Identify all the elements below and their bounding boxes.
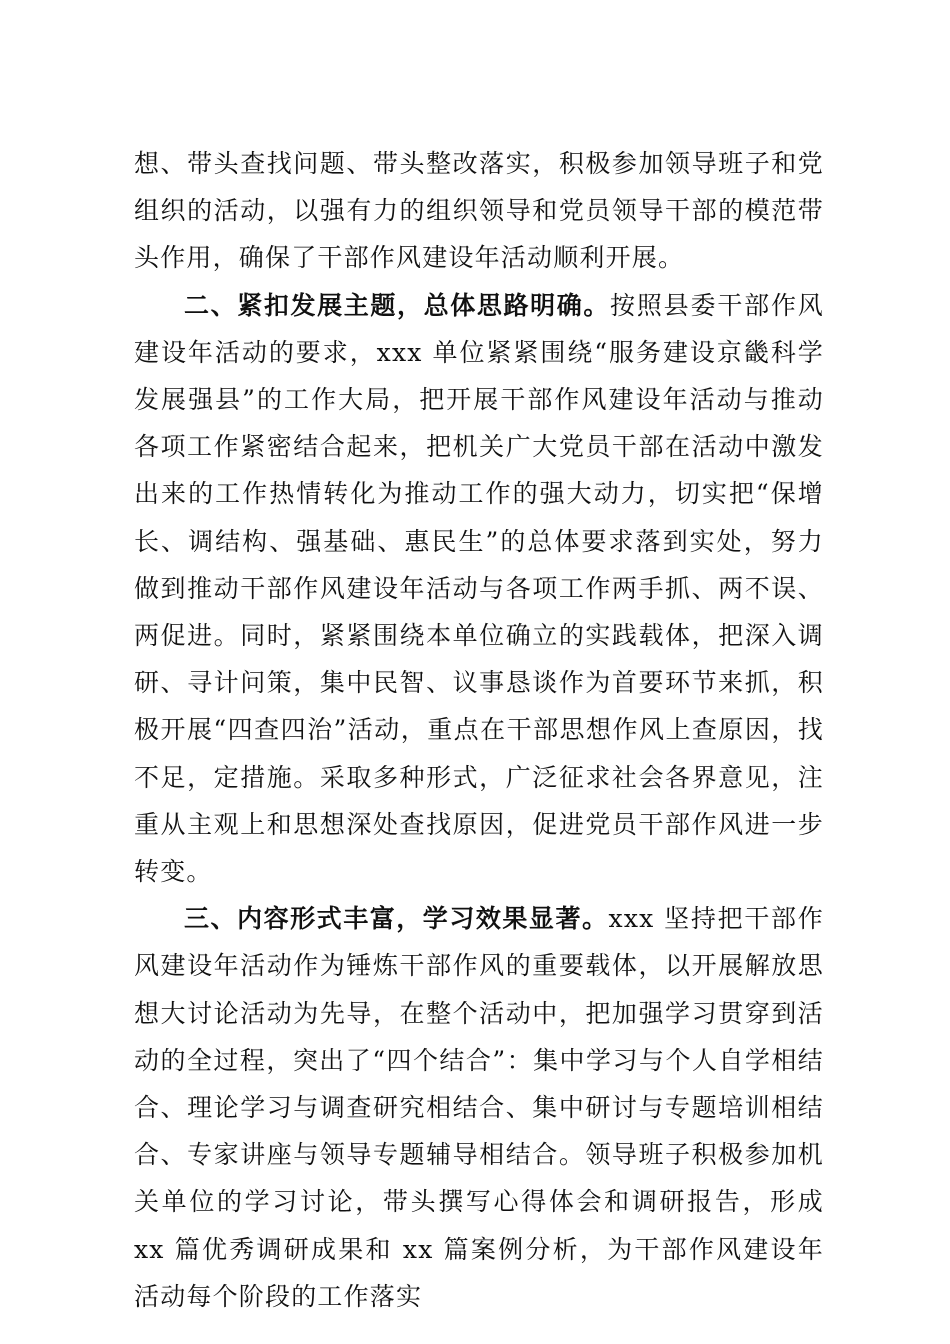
section-heading: 二、紧扣发展主题，总体思路明确。 bbox=[184, 290, 611, 320]
paragraph-text: xxx 坚持把干部作风建设年活动作为锤炼干部作风的重要载体，以开展解放思想大讨论活动为先导，在整个活动中，把加强学习贯穿到活动的全过程，突出了“四个结合”：集中学习与个人自学相结合、理论学习与调查研究相结合、集中研讨与专题培训相结合、专家讲座与领导专题辅导相结合。领导班子积极参加机关单位的学习讨论，带头撰写心得体会和调研报告，形成 xx 篇优秀调研成果和 xx 篇案例分析，为干部作风建设年活动每个阶段的工作落实 bbox=[134, 904, 824, 1311]
paragraph-section-two bbox=[134, 282, 824, 896]
paragraph-section-three bbox=[134, 895, 824, 1320]
paragraph-continuation bbox=[134, 140, 824, 282]
paragraph-text: 按照县委干部作风建设年活动的要求，xxx 单位紧紧围绕“服务建设京畿科学发展强县”的工作大局，把开展干部作风建设年活动与推动各项工作紧密结合起来，把机关广大党员干部在活动中激发出来的工作热情转化为推动工作的强大动力，切实把“保增长、调结构、强基础、惠民生”的总体要求落到实处，努力做到推动干部作风建设年活动与各项工作两手抓、两不误、两促进。同时，紧紧围绕本单位确立的实践载体，把深入调研、寻计问策，集中民智、议事恳谈作为首要环节来抓，积极开展“四查四治”活动，重点在干部思想作风上查原因，找不足，定措施。采取多种形式，广泛征求社会各界意见，注重从主观上和思想深处查找原因，促进党员干部作风进一步转变。 bbox=[134, 290, 824, 887]
document-body bbox=[134, 140, 824, 1320]
paragraph-text: 想、带头查找问题、带头整改落实，积极参加领导班子和党组织的活动，以强有力的组织领导和党员领导干部的模范带头作用，确保了干部作风建设年活动顺利开展。 bbox=[134, 149, 824, 273]
section-heading: 三、内容形式丰富，学习效果显著。 bbox=[184, 904, 609, 934]
